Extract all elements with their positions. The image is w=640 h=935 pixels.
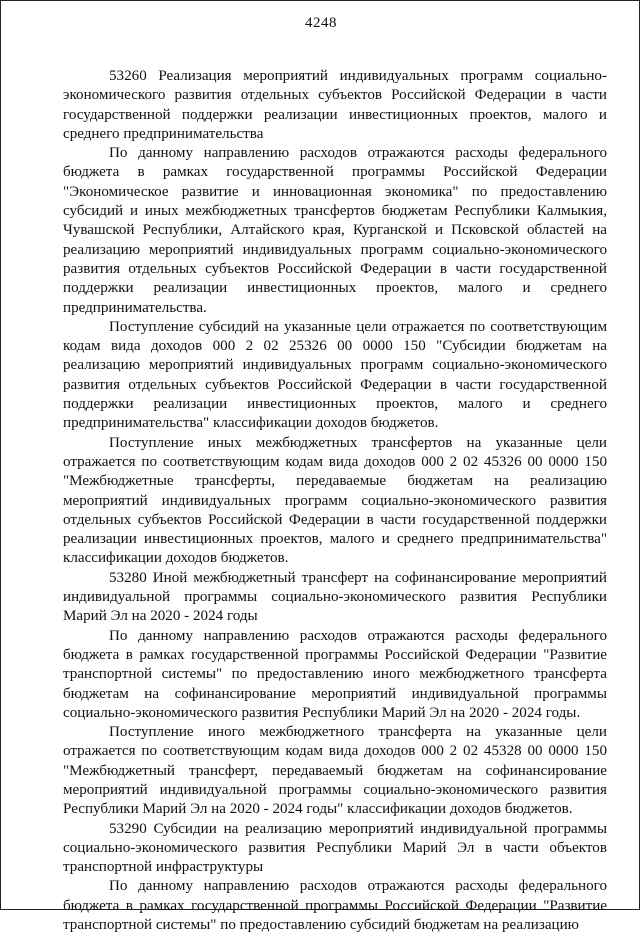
- paragraph-53290-heading: 53290 Субсидии на реализацию мероприятий индивидуальной программы социально-экономического развития Республики Марий Эл в части объектов транспортной инфраструктуры: [63, 820, 607, 876]
- paragraph: Поступление субсидий на указанные цели отражается по соответствующим кодам вида доходов 000 2 02 25326 00 0000 150 "Субсидии бюджетам на реализацию мероприятий индивидуальных программ социально-экономического развития отдельных субъектов Российской Федерации в части государственной поддержки реализации инвестиционных проектов, малого и среднего предпринимательства" классификации доходов бюджетов.: [63, 318, 607, 432]
- paragraph: По данному направлению расходов отражаются расходы федерального бюджета в рамках государственной программы Российской Федерации "Экономическое развитие и инновационная экономика" по предоставлению субсидий и иных межбюджетных трансфертов бюджетам Республики Калмыкия, Чувашской Республики, Алтайского края, Курганской и Псковской областей на реализацию мероприятий индивидуальных программ социально-экономического развития отдельных субъектов Российской Федерации в части государственной поддержки реализации инвестиционных проектов, малого и среднего предпринимательства.: [63, 145, 607, 316]
- paragraph: По данному направлению расходов отражаются расходы федерального бюджета в рамках государственной программы Российской Федерации "Развитие транспортной системы" по предоставлению субсидий бюджетам на реализацию: [63, 878, 607, 934]
- paragraph: Поступление иного межбюджетного трансферта на указанные цели отражается по соответствующим кодам вида доходов 000 2 02 45328 00 0000 150 "Межбюджетный трансферт, передаваемый бюджетам на софинансирование мероприятий индивидуальной программы социально-экономического развития Республики Марий Эл на 2020 - 2024 годы" классификации доходов бюджетов.: [63, 724, 607, 818]
- page-number: 4248: [305, 15, 337, 31]
- paragraph: Поступление иных межбюджетных трансфертов на указанные цели отражается по соответствующим кодам вида доходов 000 2 02 45326 00 0000 150 "Межбюджетные трансферты, передаваемые бюджетам на реализацию мероприятий индивидуальных программ социально-экономического развития отдельных субъектов Российской Федерации в части государственной поддержки реализации инвестиционных проектов, малого и среднего предпринимательства" классификации доходов бюджетов.: [63, 434, 607, 567]
- paragraph: По данному направлению расходов отражаются расходы федерального бюджета в рамках государственной программы Российской Федерации "Развитие транспортной системы" по предоставлению иного межбюджетного трансферта бюджетам на софинансирование мероприятий индивидуальной программы социально-экономического развития Республики Марий Эл на 2020 - 2024 годы.: [63, 627, 607, 721]
- document-body: [63, 67, 607, 935]
- paragraph-53280-heading: 53280 Иной межбюджетный трансферт на софинансирование мероприятий индивидуальной программы социально-экономического развития Республики Марий Эл на 2020 - 2024 годы: [63, 569, 607, 625]
- paragraph-53260-heading: 53260 Реализация мероприятий индивидуальных программ социально-экономического развития отдельных субъектов Российской Федерации в части государственной поддержки реализации инвестиционных проектов, малого и среднего предпринимательства: [63, 68, 607, 142]
